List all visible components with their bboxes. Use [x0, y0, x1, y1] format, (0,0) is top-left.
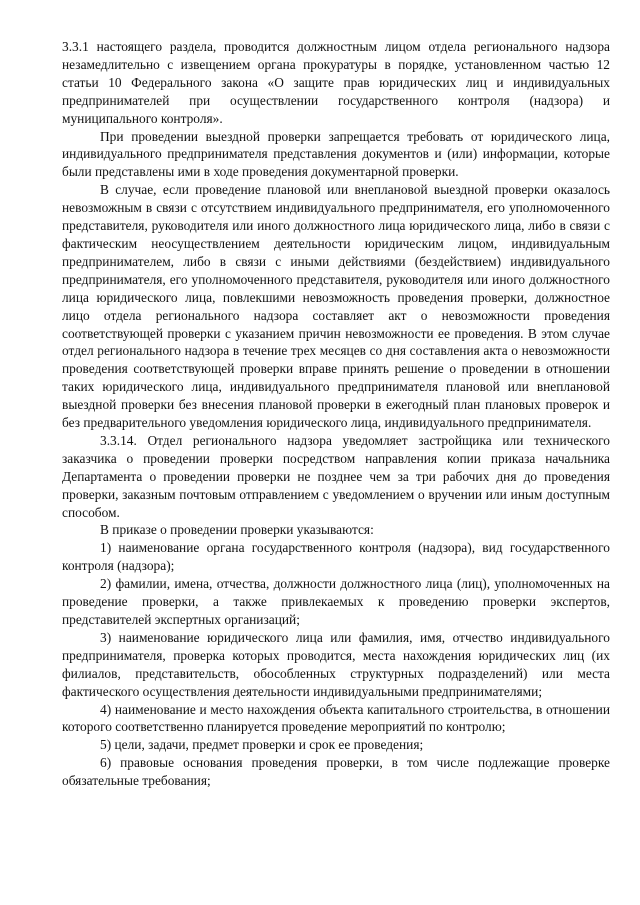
list-item-5: 5) цели, задачи, предмет проверки и срок ее проведения; [100, 737, 424, 753]
list-item-3: 3) наименование юридического лица или фамилия, имя, отчество индивидуального предпринимателя, проверка которых проводится, места нахождения юридических лиц (их филиалов, представительств, обособленных структурных подразделений) или места фактического осуществления деятельности индивидуальными предпринимателями; [62, 629, 610, 699]
list-item-4: 4) наименование и место нахождения объекта капитального строительства, в отношении которого соответственно планируется проведение мероприятий по контролю; [62, 701, 610, 735]
paragraph-3-3-14: 3.3.14. Отдел регионального надзора уведомляет застройщика или технического заказчика о проведении проверки посредством направления копии приказа начальника Департамента о проведении проверки не позднее чем за три рабочих дня до проведения проверки, заказным почтовым отправлением с уведомлением о вручении или иным доступным способом. [62, 432, 610, 520]
list-item-1: 1) наименование органа государственного контроля (надзора), вид государственного контроля (надзора); [62, 540, 610, 574]
list-item-2: 2) фамилии, имена, отчества, должности должностного лица (лиц), уполномоченных на проведение проверки, а также привлекаемых к проведению проверки экспертов, представителей экспертных организаций; [62, 576, 610, 627]
paragraph-documents-prohibition: При проведении выездной проверки запрещается требовать от юридического лица, индивидуального предпринимателя представления документов и (или) информации, которые были представлены ими в ходе проведения документарной проверки. [62, 128, 610, 180]
paragraph-inspection-impossible: В случае, если проведение плановой или внеплановой выездной проверки оказалось невозможным в связи с отсутствием индивидуального предпринимателя, его уполномоченного представителя, руководителя или иного должностного лица юридического лица, либо в связи с фактическим неосуществлением деятельности юридическим лицом, индивидуальным предпринимателем, либо в связи с иными действиями (бездействием) индивидуального предпринимателя, его уполномоченного представителя, руководителя или иного должностного лица юридического лица, повлекшими невозможность проведения проверки, должностное лицо отдела регионального надзора составляет акт о невозможности проведения соответствующей проверки с указанием причин невозможности ее проведения. В этом случае отдел регионального надзора в течение трех месяцев со дня составления акта о невозможности проведения соответствующей проверки вправе принять решение о проведении в отношении таких юридического лица, индивидуального предпринимателя плановой или внеплановой выездной проверки без внесения плановой проверки в ежегодный план плановых проверок и без предварительного уведомления юридического лица, индивидуального предпринимателя. [62, 182, 610, 431]
paragraph-continuation: 3.3.1 настоящего раздела, проводится должностным лицом отдела регионального надзора незамедлительно с извещением органа прокуратуры в порядке, установленном частью 12 статьи 10 Федерального закона «О защите прав юридических лиц и индивидуальных предпринимателей при осуществлении государственного контроля (надзора) и муниципального контроля». [62, 39, 610, 126]
list-item-6: 6) правовые основания проведения проверки, в том числе подлежащие проверке обязательные требования; [62, 755, 610, 789]
paragraph-order-contents-intro: В приказе о проведении проверки указываются: [100, 522, 374, 538]
